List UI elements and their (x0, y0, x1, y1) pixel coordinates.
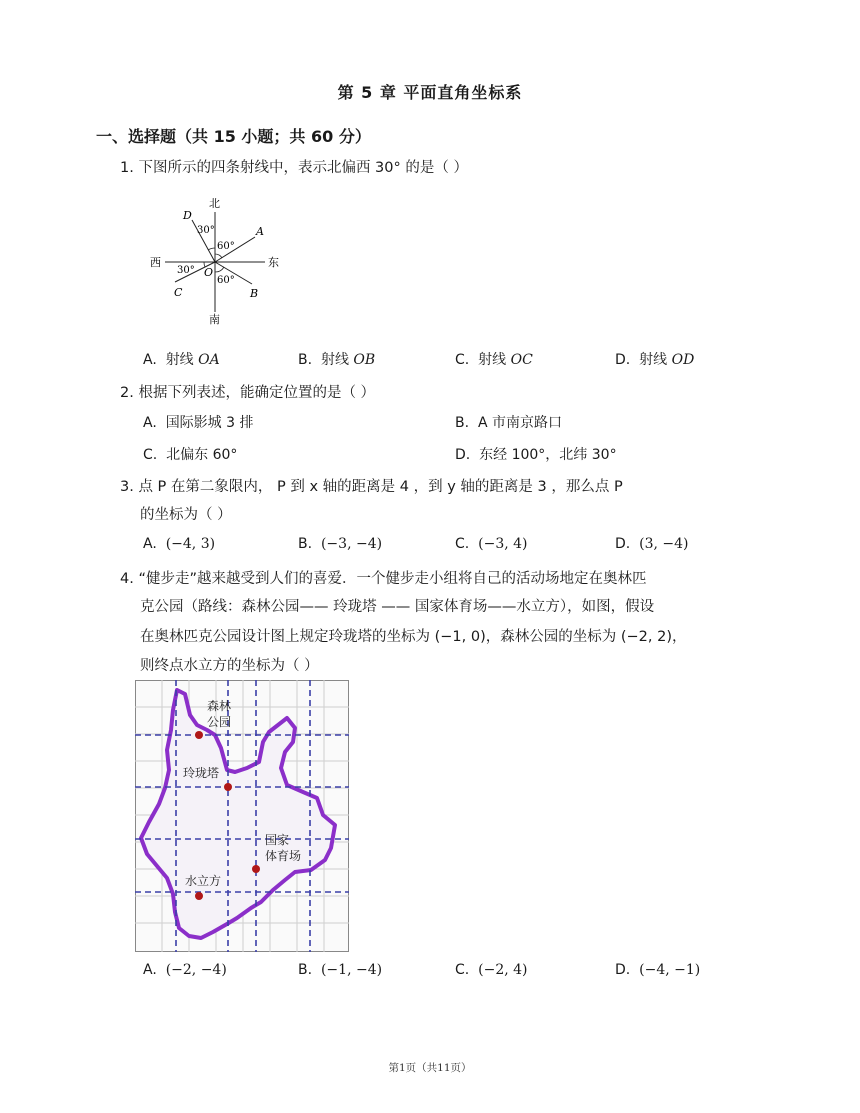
angle-label-b: 60° (217, 275, 235, 286)
q3-option-a[interactable]: A. (−4, 3) (143, 536, 216, 552)
label-tower: 玲珑塔 (183, 766, 220, 780)
q2-option-b[interactable]: B. A 市南京路口 (455, 415, 562, 431)
page-title: 第 5 章 平面直角坐标系 (337, 83, 523, 102)
q1-option-d[interactable]: D. 射线 OD (615, 352, 695, 368)
angle-label-c: 30° (177, 265, 195, 276)
angle-label-a: 60° (217, 241, 235, 252)
q1-option-c[interactable]: C. 射线 OC (455, 352, 533, 368)
label-A: A (256, 225, 264, 238)
question-4-line-2: 克公园（路线：森林公园—— 玲珑塔 —— 国家体育场——水立方），如图，假设 (140, 599, 655, 615)
label-east: 东 (268, 256, 279, 269)
label-south: 南 (209, 313, 220, 326)
q2-option-c[interactable]: C. 北偏东 60° (143, 447, 238, 463)
label-O: O (204, 266, 214, 279)
question-1-stem: 1. 下图所示的四条射线中，表示北偏西 30° 的是（ ） (120, 160, 468, 176)
q1-direction-diagram (140, 192, 300, 332)
section-heading: 一、选择题（共 15 小题；共 60 分） (96, 127, 371, 146)
question-3-line-2: 的坐标为（ ） (140, 507, 232, 523)
label-C: C (174, 286, 183, 299)
label-stadium-2: 体育场 (265, 849, 302, 863)
label-west: 西 (150, 256, 161, 269)
q1-option-a[interactable]: A. 射线 OA (143, 352, 220, 368)
question-3-line-1: 3. 点 P 在第二象限内， P 到 x 轴的距离是 4 ，到 y 轴的距离是 3 ，那么点 P (120, 479, 623, 495)
stadium-point (252, 865, 260, 873)
question-4-line-3: 在奥林匹克公园设计图上规定玲珑塔的坐标为 (−1, 0)，森林公园的坐标为 (−2, 2)， (140, 629, 687, 645)
label-B: B (250, 287, 259, 300)
label-north: 北 (209, 197, 220, 210)
label-forest-2: 公园 (207, 715, 232, 729)
q2-option-d[interactable]: D. 东经 100°，北纬 30° (455, 447, 617, 463)
q1-option-b[interactable]: B. 射线 OB (298, 352, 376, 368)
angle-label-d: 30° (197, 225, 215, 236)
label-water-cube: 水立方 (185, 874, 222, 888)
tower-point (224, 783, 232, 791)
forest-park-point (195, 731, 203, 739)
question-4-line-4: 则终点水立方的坐标为（ ） (140, 658, 319, 674)
arc-A (215, 254, 222, 258)
q3-option-b[interactable]: B. (−3, −4) (298, 536, 383, 552)
page-footer: 第1页（共11页） (388, 1062, 472, 1074)
label-stadium-1: 国家 (265, 833, 290, 847)
label-D: D (183, 209, 192, 222)
q4-option-a[interactable]: A. (−2, −4) (143, 962, 227, 978)
water-cube-point (195, 892, 203, 900)
q3-option-d[interactable]: D. (3, −4) (615, 536, 689, 552)
label-forest-1: 森林 (207, 699, 232, 713)
q3-option-c[interactable]: C. (−3, 4) (455, 536, 528, 552)
q4-option-d[interactable]: D. (−4, −1) (615, 962, 701, 978)
question-4-line-1: 4. “健步走”越来越受到人们的喜爱．一个健步走小组将自己的活动场地定在奥林匹 (120, 571, 647, 587)
arc-B (215, 267, 224, 272)
q4-option-c[interactable]: C. (−2, 4) (455, 962, 528, 978)
arc-D (208, 248, 215, 250)
q4-park-map (135, 680, 349, 952)
q4-option-b[interactable]: B. (−1, −4) (298, 962, 383, 978)
q2-option-a[interactable]: A. 国际影城 3 排 (143, 415, 254, 431)
question-2-stem: 2. 根据下列表述，能确定位置的是（ ） (120, 385, 376, 401)
